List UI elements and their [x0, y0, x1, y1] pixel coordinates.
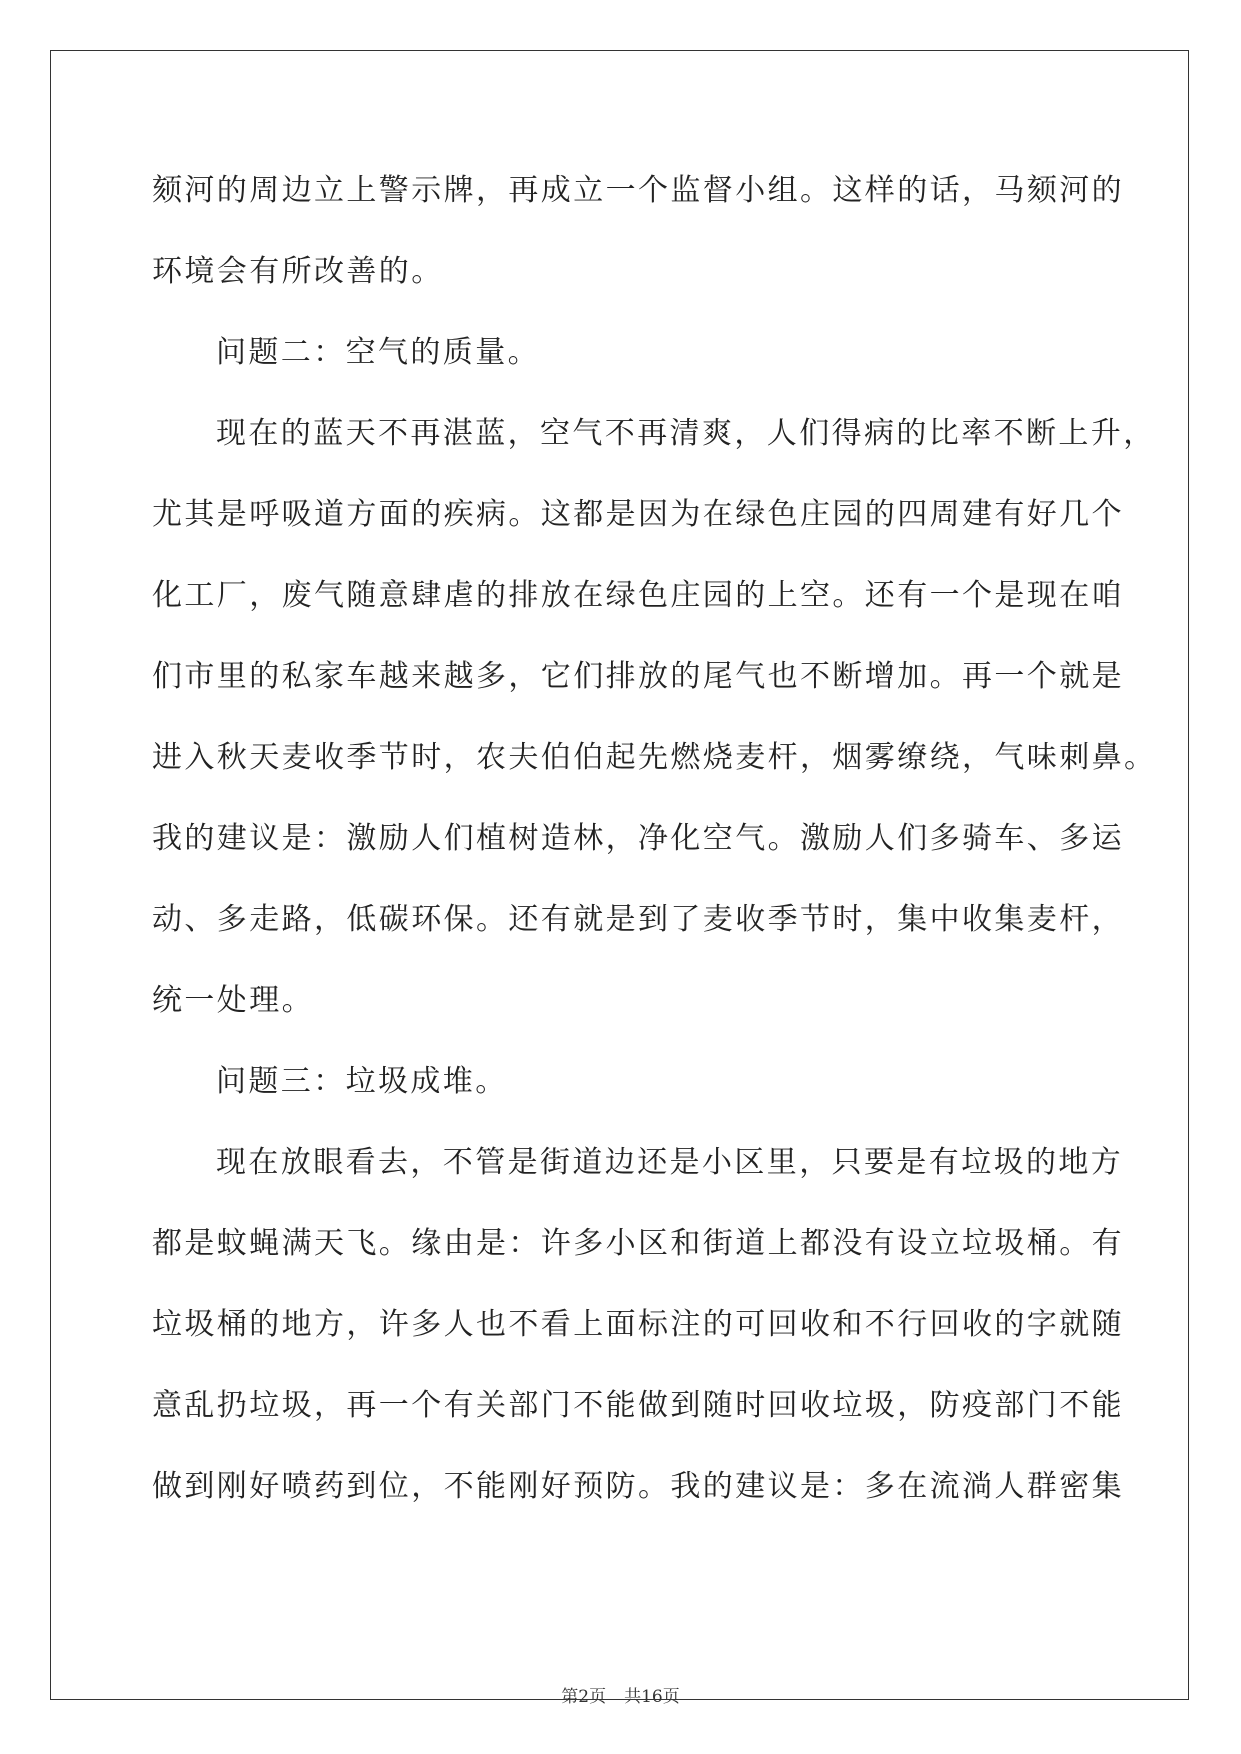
text-line: 颏河的周边立上警示牌，再成立一个监督小组。这样的话，马颏河的	[152, 173, 1124, 208]
section-heading: 问题三：垃圾成堆。	[216, 1064, 508, 1099]
page-total: 共16页	[624, 1687, 680, 1707]
text-line: 进入秋天麦收季节时，农夫伯伯起先燃烧麦杆，烟雾缭绕，气味刺鼻。	[152, 740, 1157, 775]
text-line: 垃圾桶的地方，许多人也不看上面标注的可回收和不行回收的字就随	[152, 1307, 1124, 1342]
text-line: 都是蚊蝇满天飞。缘由是：许多小区和街道上都没有设立垃圾桶。有	[152, 1226, 1124, 1261]
text-line: 化工厂，废气随意肆虐的排放在绿色庄园的上空。还有一个是现在咱	[152, 578, 1124, 613]
text-line: 动、多走路，低碳环保。还有就是到了麦收季节时，集中收集麦杆，	[152, 902, 1124, 937]
text-line: 统一处理。	[152, 983, 314, 1018]
text-line: 尤其是呼吸道方面的疾病。这都是因为在绿色庄园的四周建有好几个	[152, 497, 1124, 532]
text-line: 们市里的私家车越来越多，它们排放的尾气也不断增加。再一个就是	[152, 659, 1124, 694]
text-line: 环境会有所改善的。	[152, 254, 444, 289]
text-line: 我的建议是：激励人们植树造林，净化空气。激励人们多骑车、多运	[152, 821, 1124, 856]
section-heading: 问题二：空气的质量。	[216, 335, 540, 370]
text-line: 意乱扔垃圾，再一个有关部门不能做到随时回收垃圾，防疫部门不能	[152, 1388, 1124, 1423]
text-line: 现在的蓝天不再湛蓝，空气不再清爽，人们得病的比率不断上升，	[216, 416, 1156, 451]
page-number: 第2页	[561, 1687, 607, 1707]
text-line: 做到刚好喷药到位，不能刚好预防。我的建议是：多在流淌人群密集	[152, 1469, 1124, 1504]
document-body	[152, 150, 1157, 1527]
text-line: 现在放眼看去，不管是街道边还是小区里，只要是有垃圾的地方	[216, 1145, 1124, 1180]
page-footer	[0, 1682, 1241, 1707]
